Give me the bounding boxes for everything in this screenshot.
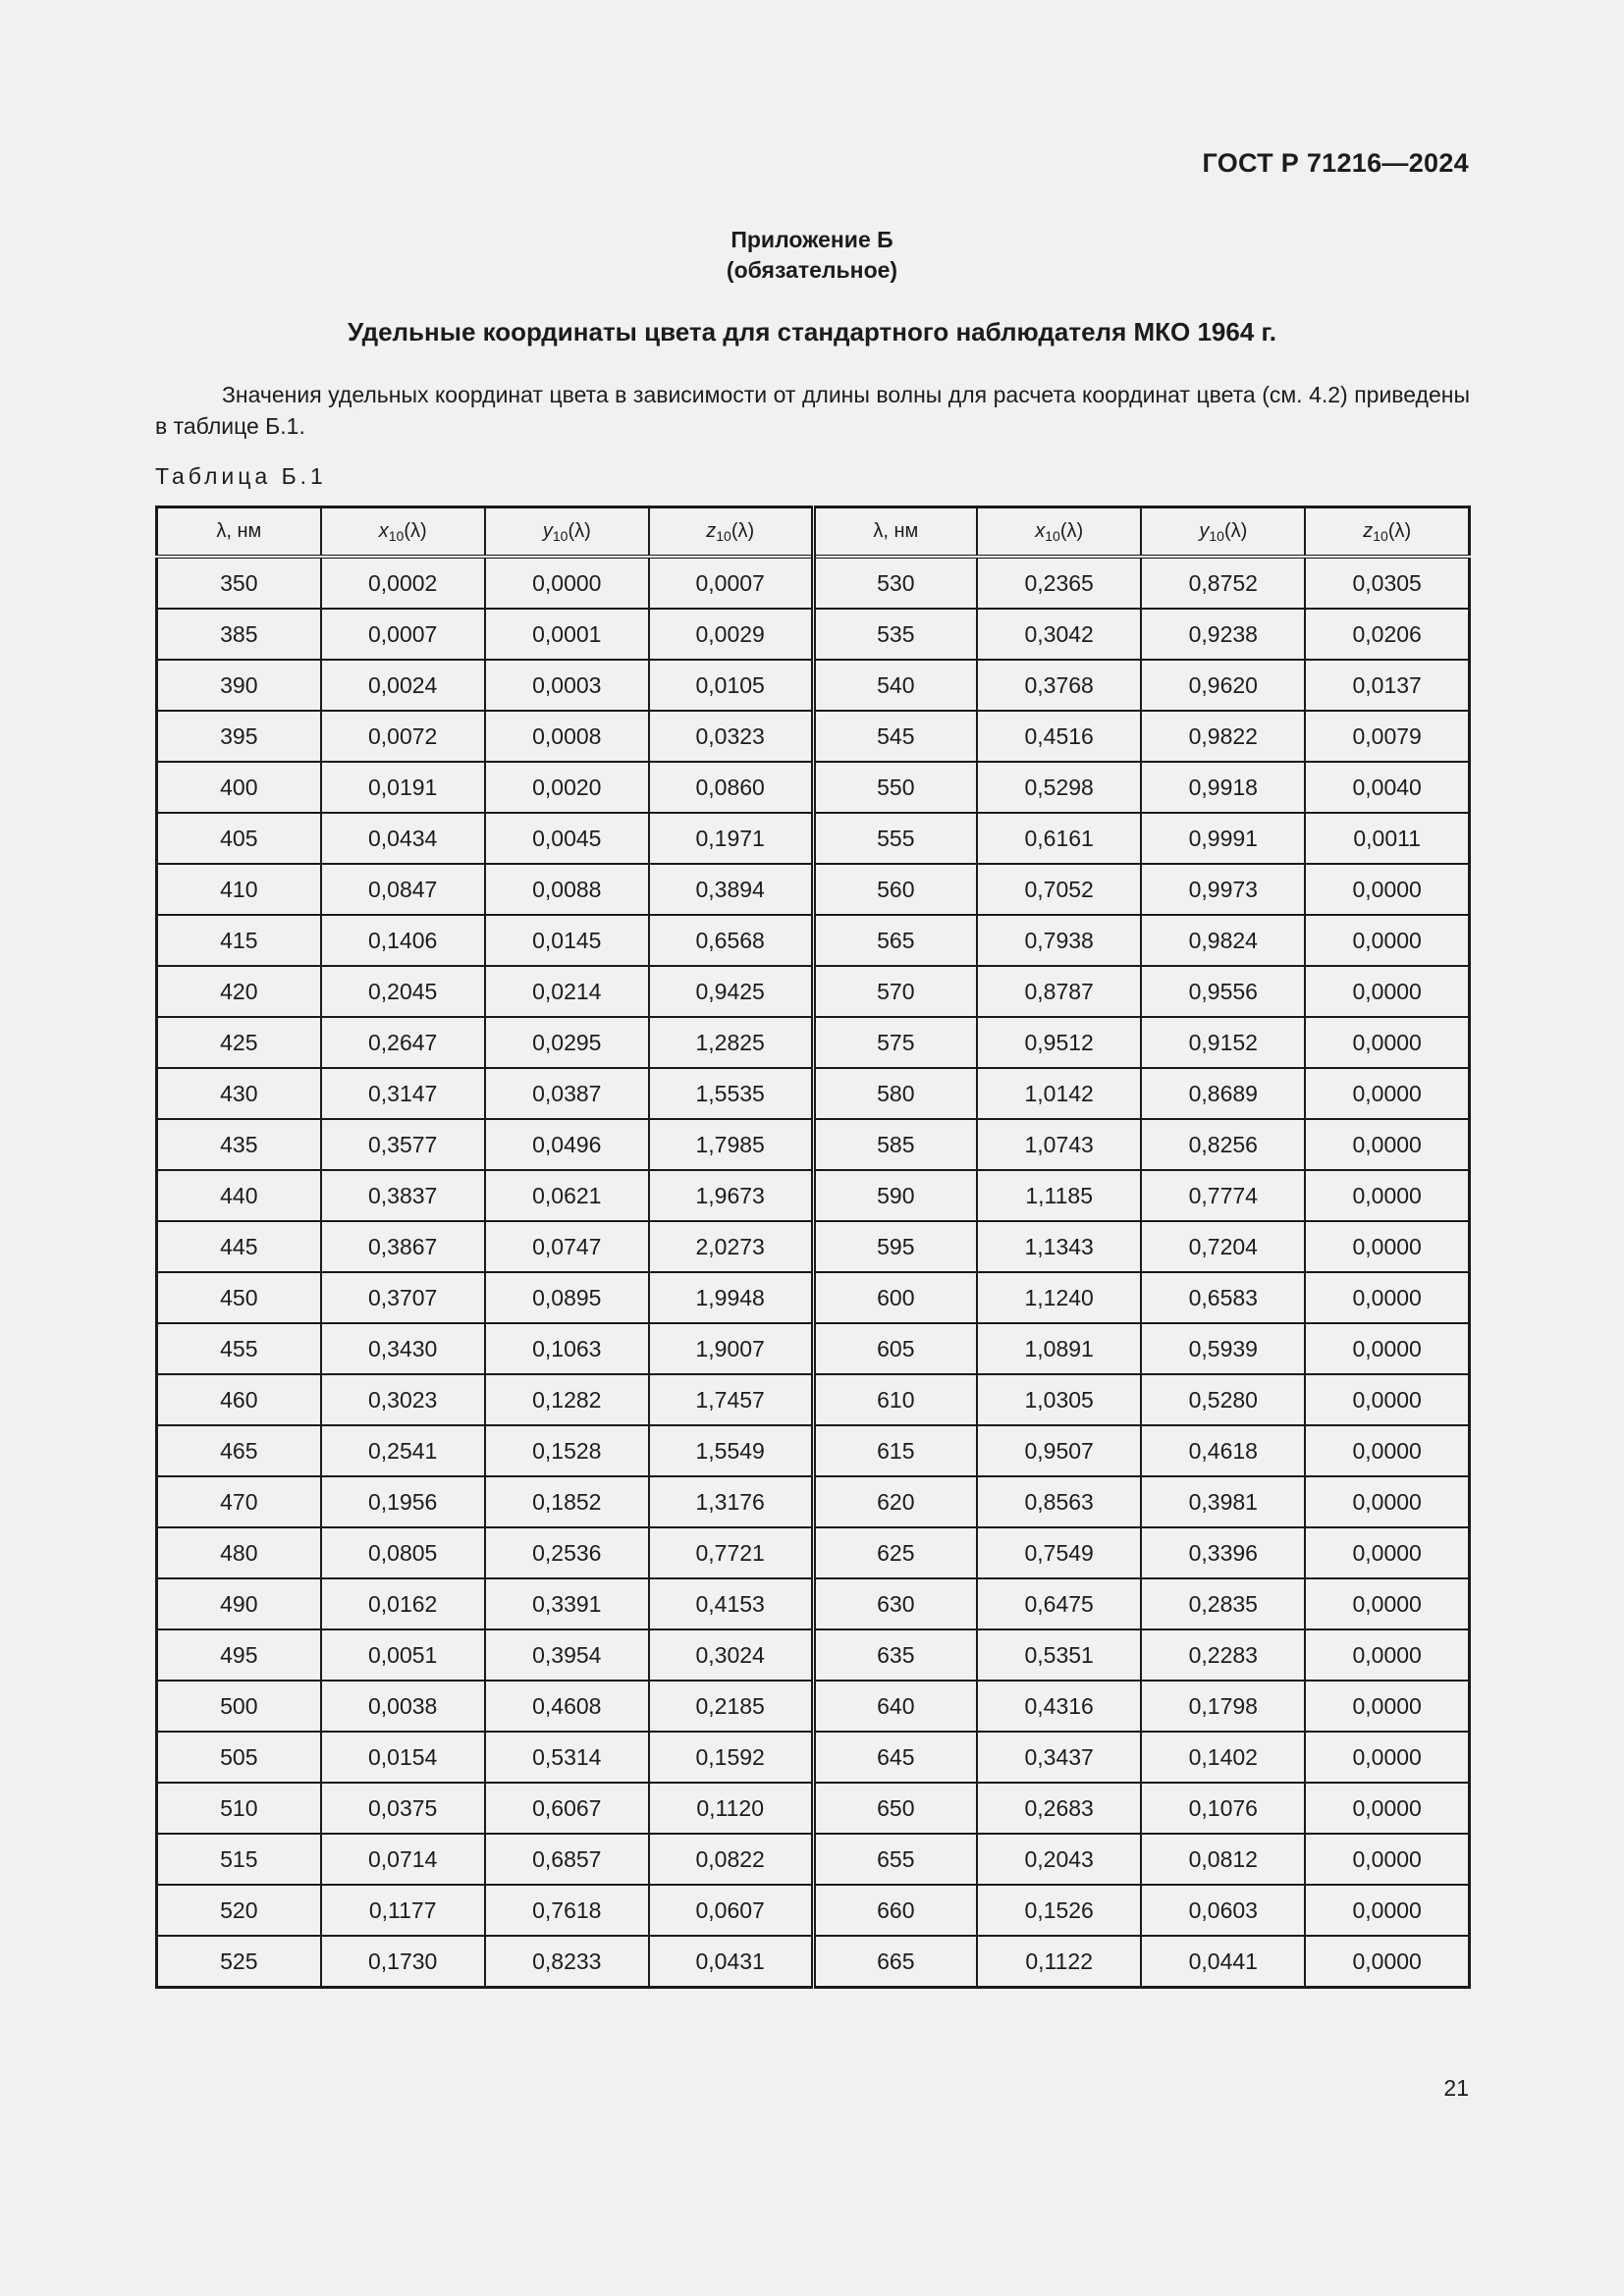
table-cell: 0,0812 [1141,1834,1305,1885]
table-cell: 0,0860 [649,762,813,813]
table-cell: 395 [157,711,321,762]
table-cell: 0,7618 [485,1885,649,1936]
table-row [157,813,1470,864]
column-header [1305,507,1469,558]
table-cell: 0,0000 [1305,1629,1469,1681]
table-header-row [157,507,1470,558]
table-cell: 470 [157,1476,321,1527]
table-cell: 0,0000 [1305,1578,1469,1629]
table-cell: 560 [813,864,977,915]
table-cell: 0,0847 [321,864,485,915]
table-cell: 0,4608 [485,1681,649,1732]
table-row [157,1578,1470,1629]
table-row [157,1629,1470,1681]
table-cell: 2,0273 [649,1221,813,1272]
column-header-subscript: 10 [1045,527,1060,544]
table-cell: 0,3023 [321,1374,485,1425]
table-cell: 555 [813,813,977,864]
table-cell: 0,3391 [485,1578,649,1629]
column-header [157,507,321,558]
table-row [157,864,1470,915]
table-cell: 0,0000 [1305,1834,1469,1885]
table-cell: 0,2683 [977,1783,1141,1834]
table-row [157,762,1470,813]
table-cell: 0,0000 [1305,1323,1469,1374]
table-cell: 0,0191 [321,762,485,813]
column-header-argument: (λ) [1223,519,1248,542]
table-cell: 0,0007 [649,557,813,609]
table-cell: 0,3981 [1141,1476,1305,1527]
table-cell: 1,9007 [649,1323,813,1374]
table-cell: 0,2536 [485,1527,649,1578]
table-cell: 570 [813,966,977,1017]
table-cell: 0,0051 [321,1629,485,1681]
table-row [157,1323,1470,1374]
table-cell: 1,1185 [977,1170,1141,1221]
table-cell: 650 [813,1783,977,1834]
table-cell: 1,9673 [649,1170,813,1221]
table-cell: 1,9948 [649,1272,813,1323]
table-cell: 0,0895 [485,1272,649,1323]
table-cell: 0,0323 [649,711,813,762]
table-row [157,1885,1470,1936]
table-cell: 0,0441 [1141,1936,1305,1988]
table-cell: 435 [157,1119,321,1170]
table-cell: 0,0607 [649,1885,813,1936]
table-cell: 0,6583 [1141,1272,1305,1323]
table-cell: 0,0079 [1305,711,1469,762]
column-header-symbol: z [706,519,717,542]
table-cell: 0,9507 [977,1425,1141,1476]
table-cell: 0,8689 [1141,1068,1305,1119]
table-cell: 0,0088 [485,864,649,915]
table-cell: 0,0603 [1141,1885,1305,1936]
table-cell: 0,4153 [649,1578,813,1629]
table-cell: 0,1956 [321,1476,485,1527]
table-cell: 0,0040 [1305,762,1469,813]
table-cell: 0,8787 [977,966,1141,1017]
table-row [157,1681,1470,1732]
column-header-argument: (λ) [1387,519,1412,542]
table-cell: 0,3396 [1141,1527,1305,1578]
table-cell: 425 [157,1017,321,1068]
table-cell: 0,2365 [977,557,1141,609]
table-cell: 0,0072 [321,711,485,762]
table-cell: 530 [813,557,977,609]
table-cell: 0,0214 [485,966,649,1017]
table-cell: 0,1282 [485,1374,649,1425]
table-cell: 0,0000 [1305,1221,1469,1272]
table-cell: 0,2043 [977,1834,1141,1885]
table-cell: 550 [813,762,977,813]
table-cell: 0,9620 [1141,660,1305,711]
table-cell: 0,0162 [321,1578,485,1629]
table-cell: 455 [157,1323,321,1374]
table-cell: 0,9822 [1141,711,1305,762]
table-cell: 0,0000 [1305,1017,1469,1068]
table-row [157,557,1470,609]
table-cell: 665 [813,1936,977,1988]
table-cell: 1,5549 [649,1425,813,1476]
table-cell: 0,7938 [977,915,1141,966]
table-cell: 410 [157,864,321,915]
column-header-argument: (λ) [404,519,427,542]
table-cell: 600 [813,1272,977,1323]
table-cell: 0,0038 [321,1681,485,1732]
table-cell: 0,1406 [321,915,485,966]
table-cell: 0,0000 [1305,1936,1469,1988]
table-cell: 350 [157,557,321,609]
table-cell: 0,9425 [649,966,813,1017]
table-cell: 0,4316 [977,1681,1141,1732]
column-header-argument: (λ) [568,519,591,542]
table-cell: 515 [157,1834,321,1885]
table-cell: 0,0000 [485,557,649,609]
table-row [157,1476,1470,1527]
column-header-symbol: y [542,519,553,542]
table-cell: 0,2045 [321,966,485,1017]
column-header-symbol: y [1199,519,1210,542]
table-cell: 0,3147 [321,1068,485,1119]
table-cell: 0,0375 [321,1783,485,1834]
table-cell: 0,3867 [321,1221,485,1272]
table-cell: 0,0020 [485,762,649,813]
table-cell: 400 [157,762,321,813]
table-cell: 0,3894 [649,864,813,915]
column-header [321,507,485,558]
table-row [157,1527,1470,1578]
table-cell: 0,0029 [649,609,813,660]
table-row [157,1017,1470,1068]
table-row [157,1170,1470,1221]
intro-text: Значения удельных координат цвета в зависимости от длины волны для расчета координат цвета (см. 4.2) приведены в таблице Б.1. [155,382,1470,439]
table-cell: 0,8563 [977,1476,1141,1527]
table-cell: 1,7457 [649,1374,813,1425]
table-row [157,1834,1470,1885]
table-cell: 0,0000 [1305,1170,1469,1221]
table-cell: 0,9973 [1141,864,1305,915]
table-cell: 610 [813,1374,977,1425]
table-cell: 0,3577 [321,1119,485,1170]
column-header [813,507,977,558]
table-cell: 0,2283 [1141,1629,1305,1681]
table-cell: 0,0000 [1305,966,1469,1017]
table-cell: 625 [813,1527,977,1578]
table-cell: 0,3837 [321,1170,485,1221]
table-row [157,915,1470,966]
appendix-status: (обязательное) [726,257,898,283]
table-cell: 640 [813,1681,977,1732]
table-cell: 0,6161 [977,813,1141,864]
table-cell: 505 [157,1732,321,1783]
table-cell: 445 [157,1221,321,1272]
table-cell: 0,3437 [977,1732,1141,1783]
table-cell: 1,0743 [977,1119,1141,1170]
table-row [157,1221,1470,1272]
column-header-argument: (λ) [1059,519,1084,542]
table-cell: 490 [157,1578,321,1629]
table-cell: 0,0387 [485,1068,649,1119]
table-cell: 480 [157,1527,321,1578]
table-cell: 0,1120 [649,1783,813,1834]
table-cell: 0,0295 [485,1017,649,1068]
table-cell: 0,3042 [977,609,1141,660]
table-cell: 0,0000 [1305,1783,1469,1834]
table-body [157,557,1470,1988]
table-cell: 0,0000 [1305,864,1469,915]
table-row [157,609,1470,660]
table-cell: 0,3024 [649,1629,813,1681]
table-cell: 540 [813,660,977,711]
table-cell: 0,0000 [1305,1068,1469,1119]
table-cell: 0,4516 [977,711,1141,762]
table-cell: 0,7549 [977,1527,1141,1578]
table-cell: 1,1343 [977,1221,1141,1272]
table-cell: 1,1240 [977,1272,1141,1323]
table-row [157,1374,1470,1425]
column-header-symbol: λ, нм [216,520,262,542]
table-cell: 0,3707 [321,1272,485,1323]
column-header-symbol: z [1363,519,1374,542]
table-cell: 1,5535 [649,1068,813,1119]
table-cell: 465 [157,1425,321,1476]
table-cell: 420 [157,966,321,1017]
table-cell: 580 [813,1068,977,1119]
table-cell: 0,1076 [1141,1783,1305,1834]
table-cell: 0,5314 [485,1732,649,1783]
table-cell: 0,8752 [1141,557,1305,609]
table-cell: 0,9991 [1141,813,1305,864]
table-cell: 0,0045 [485,813,649,864]
table-cell: 0,4618 [1141,1425,1305,1476]
table-cell: 0,0001 [485,609,649,660]
table-cell: 655 [813,1834,977,1885]
table-cell: 0,3768 [977,660,1141,711]
table-cell: 0,1402 [1141,1732,1305,1783]
column-header-subscript: 10 [1373,527,1388,544]
table-cell: 1,7985 [649,1119,813,1170]
table-cell: 0,6568 [649,915,813,966]
table-cell: 535 [813,609,977,660]
table-cell: 630 [813,1578,977,1629]
table-cell: 0,2835 [1141,1578,1305,1629]
table-cell: 1,3176 [649,1476,813,1527]
table-cell: 0,1730 [321,1936,485,1988]
table-cell: 0,1063 [485,1323,649,1374]
table-cell: 545 [813,711,977,762]
table-cell: 0,9918 [1141,762,1305,813]
column-header [649,507,813,558]
table-cell: 0,9152 [1141,1017,1305,1068]
table-cell: 660 [813,1885,977,1936]
table-cell: 440 [157,1170,321,1221]
table-cell: 0,6857 [485,1834,649,1885]
column-header [1141,507,1305,558]
column-header [485,507,649,558]
table-cell: 0,2185 [649,1681,813,1732]
table-cell: 0,3954 [485,1629,649,1681]
appendix-header [0,225,1624,286]
table-cell: 460 [157,1374,321,1425]
table-cell: 0,8256 [1141,1119,1305,1170]
table-cell: 645 [813,1732,977,1783]
table-cell: 0,1122 [977,1936,1141,1988]
table-cell: 0,1177 [321,1885,485,1936]
section-heading: Удельные координаты цвета для стандартного наблюдателя МКО 1964 г. [348,317,1276,347]
table-row [157,1783,1470,1834]
table-cell: 0,0431 [649,1936,813,1988]
table-row [157,1272,1470,1323]
column-header-argument: (λ) [731,519,755,542]
table-cell: 0,0000 [1305,1527,1469,1578]
table-cell: 415 [157,915,321,966]
table-cell: 0,0206 [1305,609,1469,660]
table-cell: 0,1971 [649,813,813,864]
table-cell: 595 [813,1221,977,1272]
table-cell: 0,0000 [1305,1732,1469,1783]
table-cell: 0,0024 [321,660,485,711]
table-cell: 0,3430 [321,1323,485,1374]
table-cell: 0,0000 [1305,1272,1469,1323]
table-cell: 430 [157,1068,321,1119]
table-cell: 635 [813,1629,977,1681]
table-row [157,966,1470,1017]
table-cell: 0,0496 [485,1119,649,1170]
table-cell: 0,8233 [485,1936,649,1988]
table-cell: 0,0621 [485,1170,649,1221]
table-cell: 0,1528 [485,1425,649,1476]
page-number: 21 [1443,2075,1469,2101]
column-header-subscript: 10 [388,527,405,544]
table-row [157,1732,1470,1783]
table-cell: 0,1798 [1141,1681,1305,1732]
table-cell: 1,0891 [977,1323,1141,1374]
table-row [157,1068,1470,1119]
table-cell: 0,6475 [977,1578,1141,1629]
table-cell: 1,0305 [977,1374,1141,1425]
table-cell: 510 [157,1783,321,1834]
table-cell: 1,0142 [977,1068,1141,1119]
table-cell: 0,7721 [649,1527,813,1578]
table-cell: 0,7052 [977,864,1141,915]
table-cell: 0,0000 [1305,1425,1469,1476]
table-row [157,711,1470,762]
table-cell: 0,0747 [485,1221,649,1272]
table-cell: 0,1852 [485,1476,649,1527]
table-cell: 0,6067 [485,1783,649,1834]
table-cell: 390 [157,660,321,711]
table-cell: 0,9824 [1141,915,1305,966]
table-cell: 585 [813,1119,977,1170]
table-cell: 495 [157,1629,321,1681]
table-cell: 500 [157,1681,321,1732]
table-cell: 0,0007 [321,609,485,660]
table-cell: 0,9512 [977,1017,1141,1068]
table-cell: 1,2825 [649,1017,813,1068]
table-cell: 0,0805 [321,1527,485,1578]
table-cell: 0,0011 [1305,813,1469,864]
table-cell: 0,5351 [977,1629,1141,1681]
color-matching-table [155,506,1471,1989]
table-cell: 0,0000 [1305,1119,1469,1170]
table-cell: 0,5939 [1141,1323,1305,1374]
table-cell: 0,0000 [1305,1681,1469,1732]
table-cell: 525 [157,1936,321,1988]
table-cell: 565 [813,915,977,966]
table-cell: 0,5298 [977,762,1141,813]
table-cell: 0,9556 [1141,966,1305,1017]
table-cell: 0,9238 [1141,609,1305,660]
column-header [977,507,1141,558]
table-cell: 0,7204 [1141,1221,1305,1272]
table-cell: 0,0137 [1305,660,1469,711]
table-cell: 0,7774 [1141,1170,1305,1221]
table-cell: 0,2541 [321,1425,485,1476]
table-cell: 450 [157,1272,321,1323]
table-cell: 520 [157,1885,321,1936]
table-cell: 0,0003 [485,660,649,711]
table-cell: 0,0008 [485,711,649,762]
intro-paragraph [155,379,1470,442]
table-cell: 0,0714 [321,1834,485,1885]
table-cell: 605 [813,1323,977,1374]
table-cell: 0,0154 [321,1732,485,1783]
table-row [157,660,1470,711]
column-header-subscript: 10 [1209,527,1224,544]
table-cell: 0,0105 [649,660,813,711]
table-cell: 0,2647 [321,1017,485,1068]
table-cell: 0,1526 [977,1885,1141,1936]
appendix-title: Приложение Б [731,227,893,252]
table-cell: 0,5280 [1141,1374,1305,1425]
table-caption: Таблица Б.1 [155,463,327,489]
table-cell: 0,0000 [1305,915,1469,966]
column-header-symbol: x [378,519,389,542]
column-header-symbol: x [1035,519,1046,542]
table-cell: 405 [157,813,321,864]
table-cell: 620 [813,1476,977,1527]
table-cell: 0,0000 [1305,1374,1469,1425]
table-cell: 0,0434 [321,813,485,864]
table-cell: 0,0002 [321,557,485,609]
column-header-subscript: 10 [552,527,568,544]
table-cell: 0,0305 [1305,557,1469,609]
table-row [157,1119,1470,1170]
table-cell: 0,0145 [485,915,649,966]
table-cell: 385 [157,609,321,660]
table-cell: 0,0000 [1305,1885,1469,1936]
table-row [157,1936,1470,1988]
table-cell: 575 [813,1017,977,1068]
table-cell: 0,0000 [1305,1476,1469,1527]
table-cell: 0,0822 [649,1834,813,1885]
column-header-symbol: λ, нм [873,520,919,542]
column-header-subscript: 10 [716,527,731,544]
table-row [157,1425,1470,1476]
document-code: ГОСТ Р 71216—2024 [1202,148,1469,178]
table-cell: 615 [813,1425,977,1476]
table-cell: 0,1592 [649,1732,813,1783]
table-cell: 590 [813,1170,977,1221]
